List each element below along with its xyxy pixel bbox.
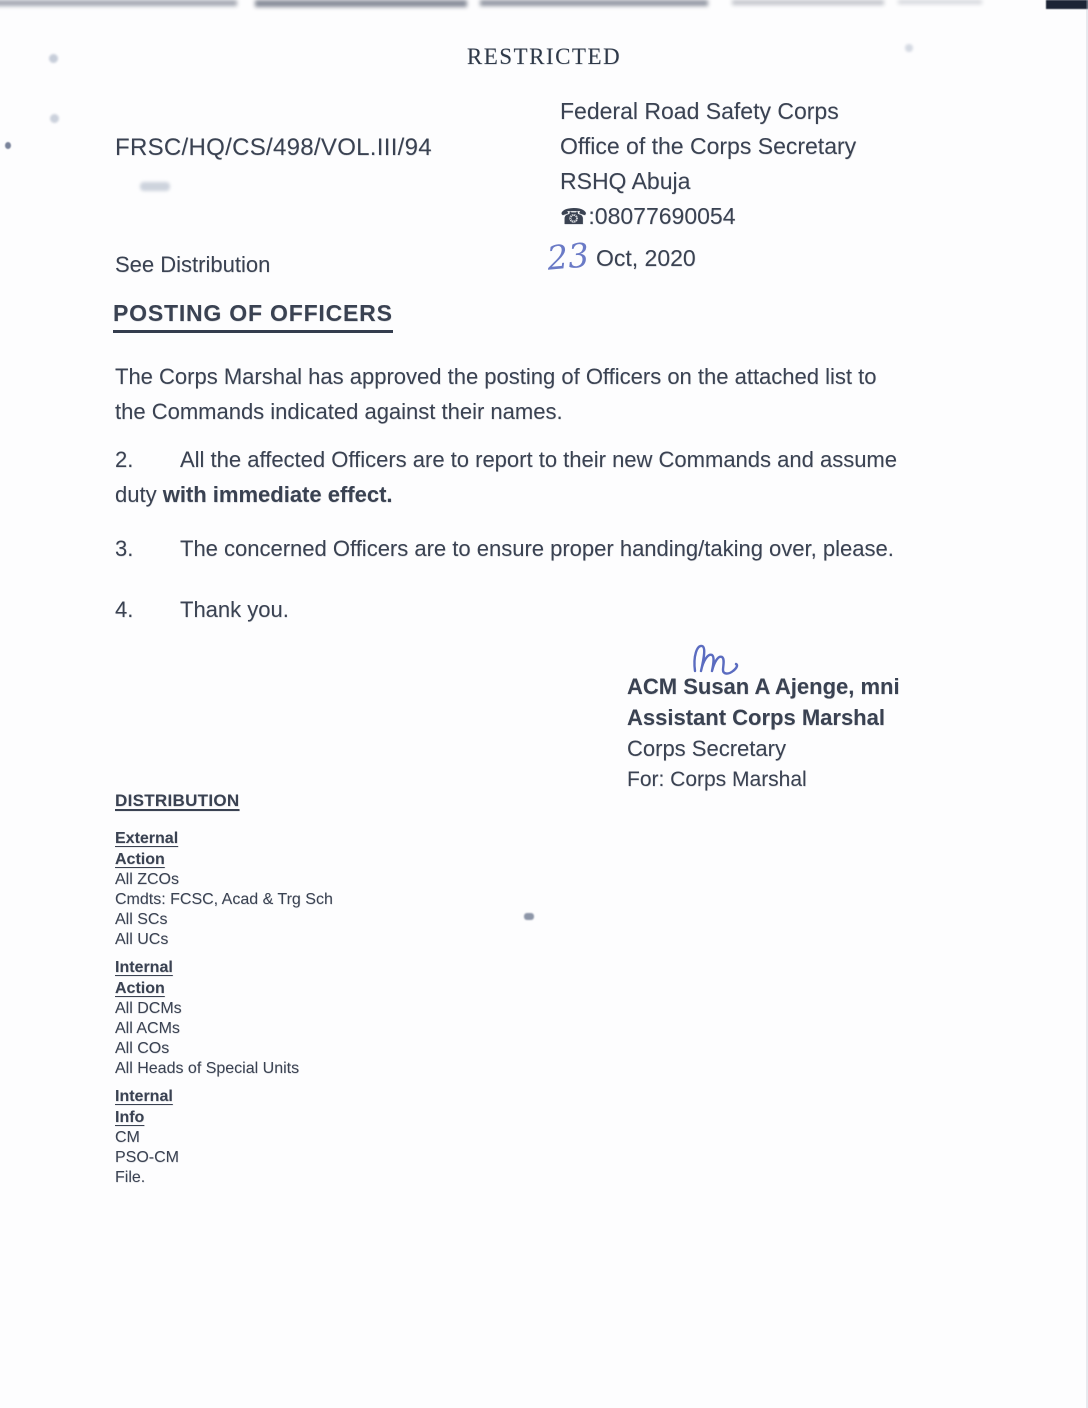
phone-separator: : <box>588 203 595 229</box>
handwritten-date-day: 23 <box>545 235 591 278</box>
list-item: CM <box>115 1129 140 1146</box>
list-item: All ACMs <box>115 1020 180 1037</box>
letterhead-address-block <box>560 94 856 234</box>
distribution-heading: DISTRIBUTION <box>115 791 240 810</box>
scan-artifact-corner-block <box>1046 0 1088 9</box>
scan-artifact-top-band <box>0 0 237 6</box>
office-name: Office of the Corps Secretary <box>560 133 857 159</box>
scan-artifact-speck <box>5 142 11 149</box>
classification-label: RESTRICTED <box>466 44 622 69</box>
section-label: Internal <box>115 959 173 976</box>
body-paragraph-2 <box>115 442 995 512</box>
paragraph-line: the Commands indicated against their names. <box>115 399 563 424</box>
distribution-section-internal-action <box>115 957 333 1079</box>
paragraph-number: 3. <box>115 536 134 561</box>
body-paragraph-3 <box>115 531 995 566</box>
body-paragraph-1 <box>115 359 995 429</box>
scan-artifact-speck <box>524 913 534 920</box>
telephone-icon: ☎ <box>560 204 588 229</box>
scan-artifact-top-band <box>732 0 884 5</box>
paragraph-text: Thank you. <box>180 597 289 622</box>
paragraph-text: All the affected Officers are to report to their new Commands and assume <box>180 447 897 472</box>
list-item: All ZCOs <box>115 871 179 888</box>
date-month-year: Oct, 2020 <box>596 245 696 271</box>
body-paragraph-4 <box>115 592 995 627</box>
signatory-rank: Assistant Corps Marshal <box>627 705 885 730</box>
distribution-list <box>115 790 333 1195</box>
location-line: RSHQ Abuja <box>560 168 691 194</box>
signatory-for-line: For: Corps Marshal <box>627 768 807 791</box>
signatory-block <box>627 671 900 795</box>
section-sublabel: Info <box>115 1109 145 1126</box>
scan-artifact-speck <box>140 182 170 191</box>
scan-artifact-top-band <box>255 0 467 7</box>
section-label: External <box>115 830 179 847</box>
paragraph-text: . <box>386 482 393 507</box>
paragraph-line <box>115 442 995 477</box>
scan-artifact-top-band <box>480 0 708 6</box>
scan-artifact-top-band <box>898 0 982 4</box>
addressee-line: See Distribution <box>115 252 271 277</box>
phone-number: 08077690054 <box>594 203 736 229</box>
list-item: File. <box>115 1169 146 1186</box>
section-label: Internal <box>115 1088 173 1105</box>
list-item: All COs <box>115 1040 170 1057</box>
distribution-section-external-action <box>115 828 333 950</box>
paragraph-text: The concerned Officers are to ensure proper handing/taking over, please. <box>180 536 894 561</box>
list-item: All Heads of Special Units <box>115 1060 300 1077</box>
organization-name: Federal Road Safety Corps <box>560 98 839 124</box>
paragraph-text-bold: with immediate effect <box>162 482 387 507</box>
section-sublabel: Action <box>115 851 165 868</box>
paragraph-number: 2. <box>115 447 134 472</box>
list-item: All SCs <box>115 911 168 928</box>
paragraph-text: duty <box>115 482 163 507</box>
list-item: All DCMs <box>115 1000 182 1017</box>
paragraph-line: The Corps Marshal has approved the posting of Officers on the attached list to <box>115 364 877 389</box>
list-item: All UCs <box>115 931 169 948</box>
distribution-section-internal-info <box>115 1086 333 1188</box>
list-item: PSO-CM <box>115 1149 179 1166</box>
phone-line <box>560 199 856 234</box>
reference-number: FRSC/HQ/CS/498/VOL.III/94 <box>115 134 432 161</box>
signatory-office: Corps Secretary <box>627 736 786 761</box>
paragraph-number: 4. <box>115 597 134 622</box>
scan-artifact-speck <box>50 114 59 123</box>
subject-title: POSTING OF OFFICERS <box>113 300 393 333</box>
signatory-name: ACM Susan A Ajenge, mni <box>627 674 900 699</box>
date-line <box>545 235 696 278</box>
paragraph-line <box>115 477 995 512</box>
section-sublabel: Action <box>115 980 165 997</box>
list-item: Cmdts: FCSC, Acad & Trg Sch <box>115 891 333 908</box>
